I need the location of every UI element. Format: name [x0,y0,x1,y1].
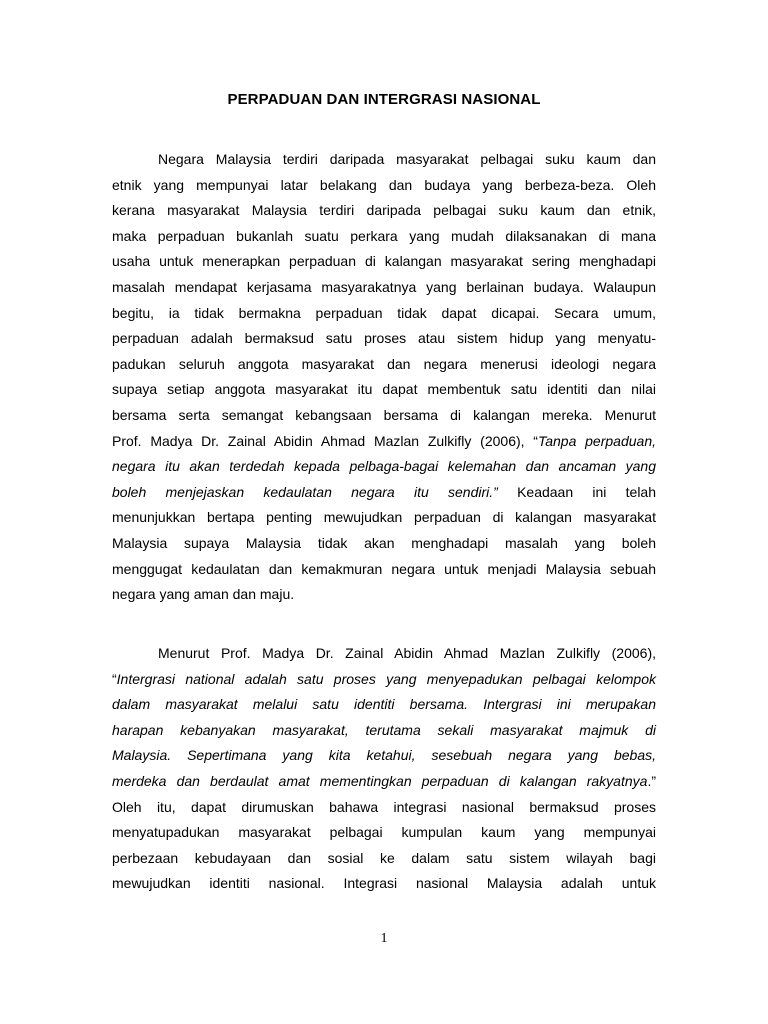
text-line [112,718,656,744]
text-run: bersama serta semangat kebangsaan bersama di kalangan mereka. Menurut [112,406,656,423]
italic-text: dalam masyarakat melalui satu identiti bersama. Intergrasi ini merupakan [112,696,656,713]
text-run: padukan seluruh anggota masyarakat dan negara menerusi ideologi negara [112,355,656,372]
text-line [112,301,656,327]
text-run: Oleh itu, dapat dirumuskan bahawa integrasi nasional bermaksud proses [112,798,656,815]
text-line [112,249,656,275]
text-line [112,769,656,795]
text-line [112,275,656,301]
text-run: supaya setiap anggota masyarakat itu dapat membentuk satu identiti dan nilai [112,381,656,398]
text-line [112,429,656,455]
text-run: Malaysia supaya Malaysia tidak akan menghadapi masalah yang boleh [112,534,656,551]
text-run: maka perpaduan bukanlah suatu perkara yang mudah dilaksanakan di mana [112,227,656,244]
text-run: masalah mendapat kerjasama masyarakatnya yang berlainan budaya. Walaupun [112,278,656,295]
italic-text: Tanpa perpaduan, [537,432,656,449]
text-run: kerana masyarakat Malaysia terdiri daripada pelbagai suku kaum dan etnik, [112,202,656,219]
text-line [112,743,656,769]
text-line [112,795,656,821]
text-line [112,326,656,352]
text-line [112,147,656,173]
italic-text: boleh menjejaskan kedaulatan negara itu sendiri.” [112,483,498,500]
text-line [112,224,656,250]
text-line [112,582,656,608]
text-run: negara yang aman dan maju. [112,586,295,603]
text-run: menggugat kedaulatan dan kemakmuran negara untuk menjadi Malaysia sebuah [112,560,656,577]
document-title: PERPADUAN DAN INTERGRASI NASIONAL [227,91,541,108]
text-run: etnik yang mempunyai latar belakang dan budaya yang berbeza-beza. Oleh [112,176,656,193]
page-number: 1 [380,931,388,946]
text-line [112,846,656,872]
text-line [112,480,656,506]
text-run: perbezaan kebudayaan dan sosial ke dalam satu sistem wilayah bagi [112,849,656,866]
text-line [112,557,656,583]
text-run: Prof. Madya Dr. Zainal Abidin Ahmad Mazlan Zulkifly (2006), “ [112,432,538,449]
italic-text: merdeka dan berdaulat amat mementingkan perpaduan di kalangan rakyatnya [112,772,648,789]
text-line [112,403,656,429]
italic-text: negara itu akan terdedah kepada pelbaga-bagai kelemahan dan ancaman yang [112,458,656,475]
text-run: usaha untuk menerapkan perpaduan di kalangan masyarakat sering menghadapi [112,253,656,270]
text-run: begitu, ia tidak bermakna perpaduan tidak dapat dicapai. Secara umum, [112,304,656,321]
text-line [112,871,656,897]
text-run: menyatupadukan masyarakat pelbagai kumpulan kaum yang mempunyai [112,824,656,841]
text-line [112,531,656,557]
text-run: menunjukkan bertapa penting mewujudkan perpaduan di kalangan masyarakat [112,509,656,526]
text-line [112,198,656,224]
paragraph-integrasi [112,641,656,897]
text-line [112,377,656,403]
text-run: Keadaan ini telah [497,483,656,500]
text-run: perpaduan adalah bermaksud satu proses atau sistem hidup yang menyatu- [112,330,656,347]
text-line [112,667,656,693]
text-run: Negara Malaysia terdiri daripada masyarakat pelbagai suku kaum dan [158,151,656,167]
italic-text: Intergrasi national adalah satu proses yang menyepadukan pelbagai kelompok [116,670,656,687]
text-line [112,692,656,718]
text-line [112,352,656,378]
text-run: Menurut Prof. Madya Dr. Zainal Abidin Ahmad Mazlan Zulkifly (2006), [158,645,656,661]
italic-text: Malaysia. Sepertimana yang kita ketahui, sesebuah negara yang bebas, [112,747,656,764]
text-line [112,505,656,531]
italic-text: harapan kebanyakan masyarakat, terutama sekali masyarakat majmuk di [112,721,656,738]
text-run: “ [112,670,117,687]
text-run: mewujudkan identiti nasional. Integrasi nasional Malaysia adalah untuk [112,875,656,892]
paragraph-perpaduan [112,147,656,608]
text-line [112,173,656,199]
text-line [112,454,656,480]
text-line [112,641,656,667]
text-line [112,820,656,846]
text-run: .” [647,772,656,789]
